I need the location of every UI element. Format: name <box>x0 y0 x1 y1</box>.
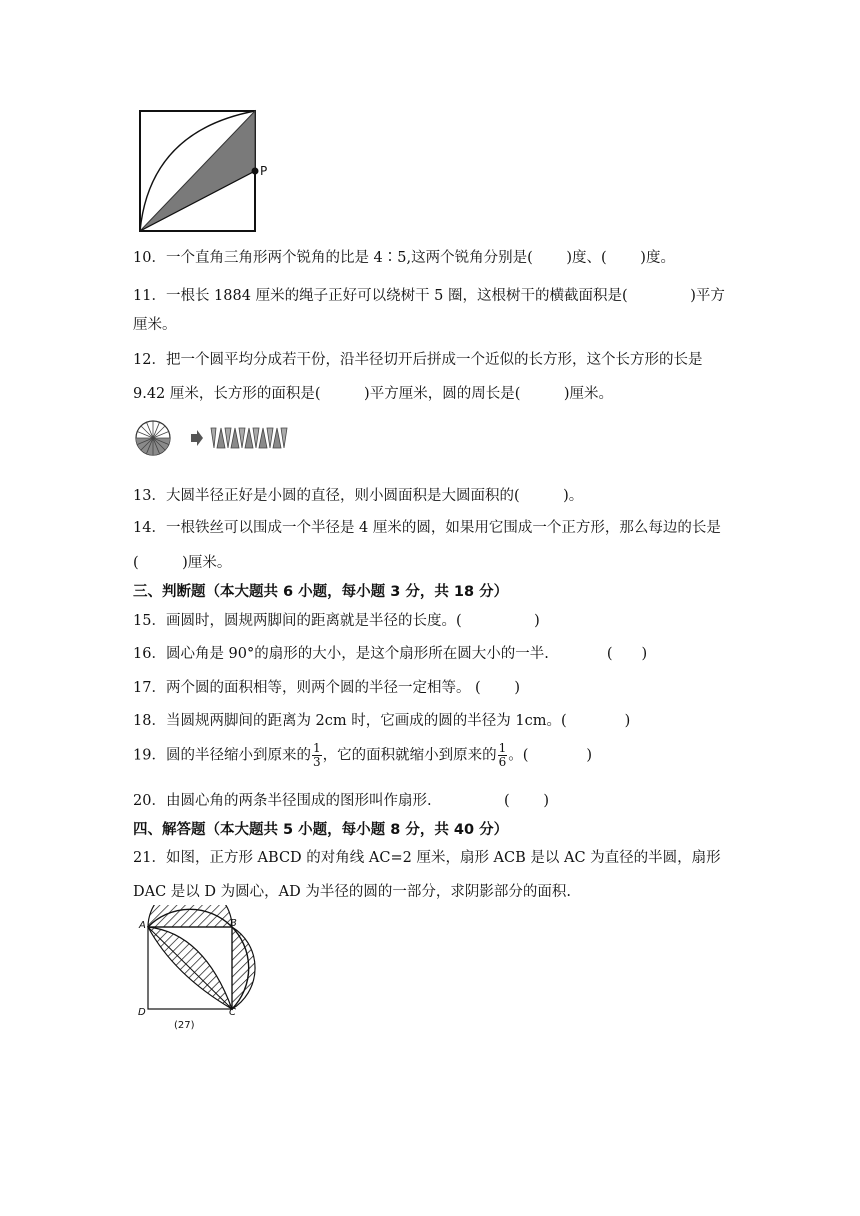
square-abcd-figure <box>134 905 274 1035</box>
section-4-heading: 四、解答题（本大题共 5 小题，每小题 8 分，共 40 分） <box>133 822 509 838</box>
question-21-line2: DAC 是以 D 为圆心，AD 为半径的圆的一部分，求阴影部分的面积. <box>133 884 571 900</box>
question-14-line1: 14．一根铁丝可以围成一个半径是 4 厘米的圆，如果用它围成一个正方形，那么每边的长是 <box>133 520 721 536</box>
circle-rearrange-figure <box>133 418 303 458</box>
question-18: 18．当圆规两脚间的距离为 2cm 时，它画成的圆的半径为 1cm。( ) <box>133 713 631 729</box>
question-11-line1: 11．一根长 1884 厘米的绳子正好可以绕树干 5 圈，这根树干的横截面积是( )平方 <box>133 288 725 304</box>
fraction-one-third <box>312 742 322 769</box>
fraction-1-denominator: 3 <box>312 755 321 769</box>
figure-caption: (27) <box>174 1020 195 1031</box>
question-13: 13．大圆半径正好是小圆的直径，则小圆面积是大圆面积的( )。 <box>133 488 584 504</box>
fraction-1-numerator: 1 <box>312 741 321 755</box>
question-19-part2: ，它的面积就缩小到原来的 <box>322 747 497 764</box>
label-c: C <box>229 1007 236 1018</box>
question-14-line2: ( )厘米。 <box>133 555 232 571</box>
question-11-line2: 厘米。 <box>133 317 177 333</box>
question-12-line1: 12．把一个圆平均分成若干份，沿半径切开后拼成一个近似的长方形，这个长方形的长是 <box>133 352 703 368</box>
label-d: D <box>138 1007 146 1018</box>
fraction-2-denominator: 6 <box>498 755 507 769</box>
question-15: 15．画圆时，圆规两脚间的距离就是半径的长度。( ) <box>133 613 540 629</box>
fraction-2-numerator: 1 <box>498 741 507 755</box>
question-16: 16．圆心角是 90°的扇形的大小，是这个扇形所在圆大小的一半. ( ) <box>133 646 648 662</box>
label-b: B <box>230 918 237 929</box>
question-19-part3: 。( ) <box>508 747 593 764</box>
question-12-line2: 9.42 厘米，长方形的面积是( )平方厘米，圆的周长是( )厘米。 <box>133 386 614 402</box>
question-20: 20．由圆心角的两条半径围成的图形叫作扇形. ( ) <box>133 793 549 809</box>
question-19 <box>133 742 592 769</box>
section-3-heading: 三、判断题（本大题共 6 小题，每小题 3 分，共 18 分） <box>133 584 509 600</box>
question-21-line1: 21．如图，正方形 ABCD 的对角线 AC=2 厘米，扇形 ACB 是以 AC 为直径的半圆，扇形 <box>133 850 721 866</box>
question-17: 17．两个圆的面积相等，则两个圆的半径一定相等。 ( ) <box>133 680 520 696</box>
question-10: 10．一个直角三角形两个锐角的比是 4∶5,这两个锐角分别是( )度、( )度。 <box>133 250 675 266</box>
fraction-one-sixth <box>498 742 508 769</box>
question-19-part1: 19．圆的半径缩小到原来的 <box>133 747 311 764</box>
point-p-label: P <box>260 164 268 178</box>
label-a: A <box>139 920 146 931</box>
